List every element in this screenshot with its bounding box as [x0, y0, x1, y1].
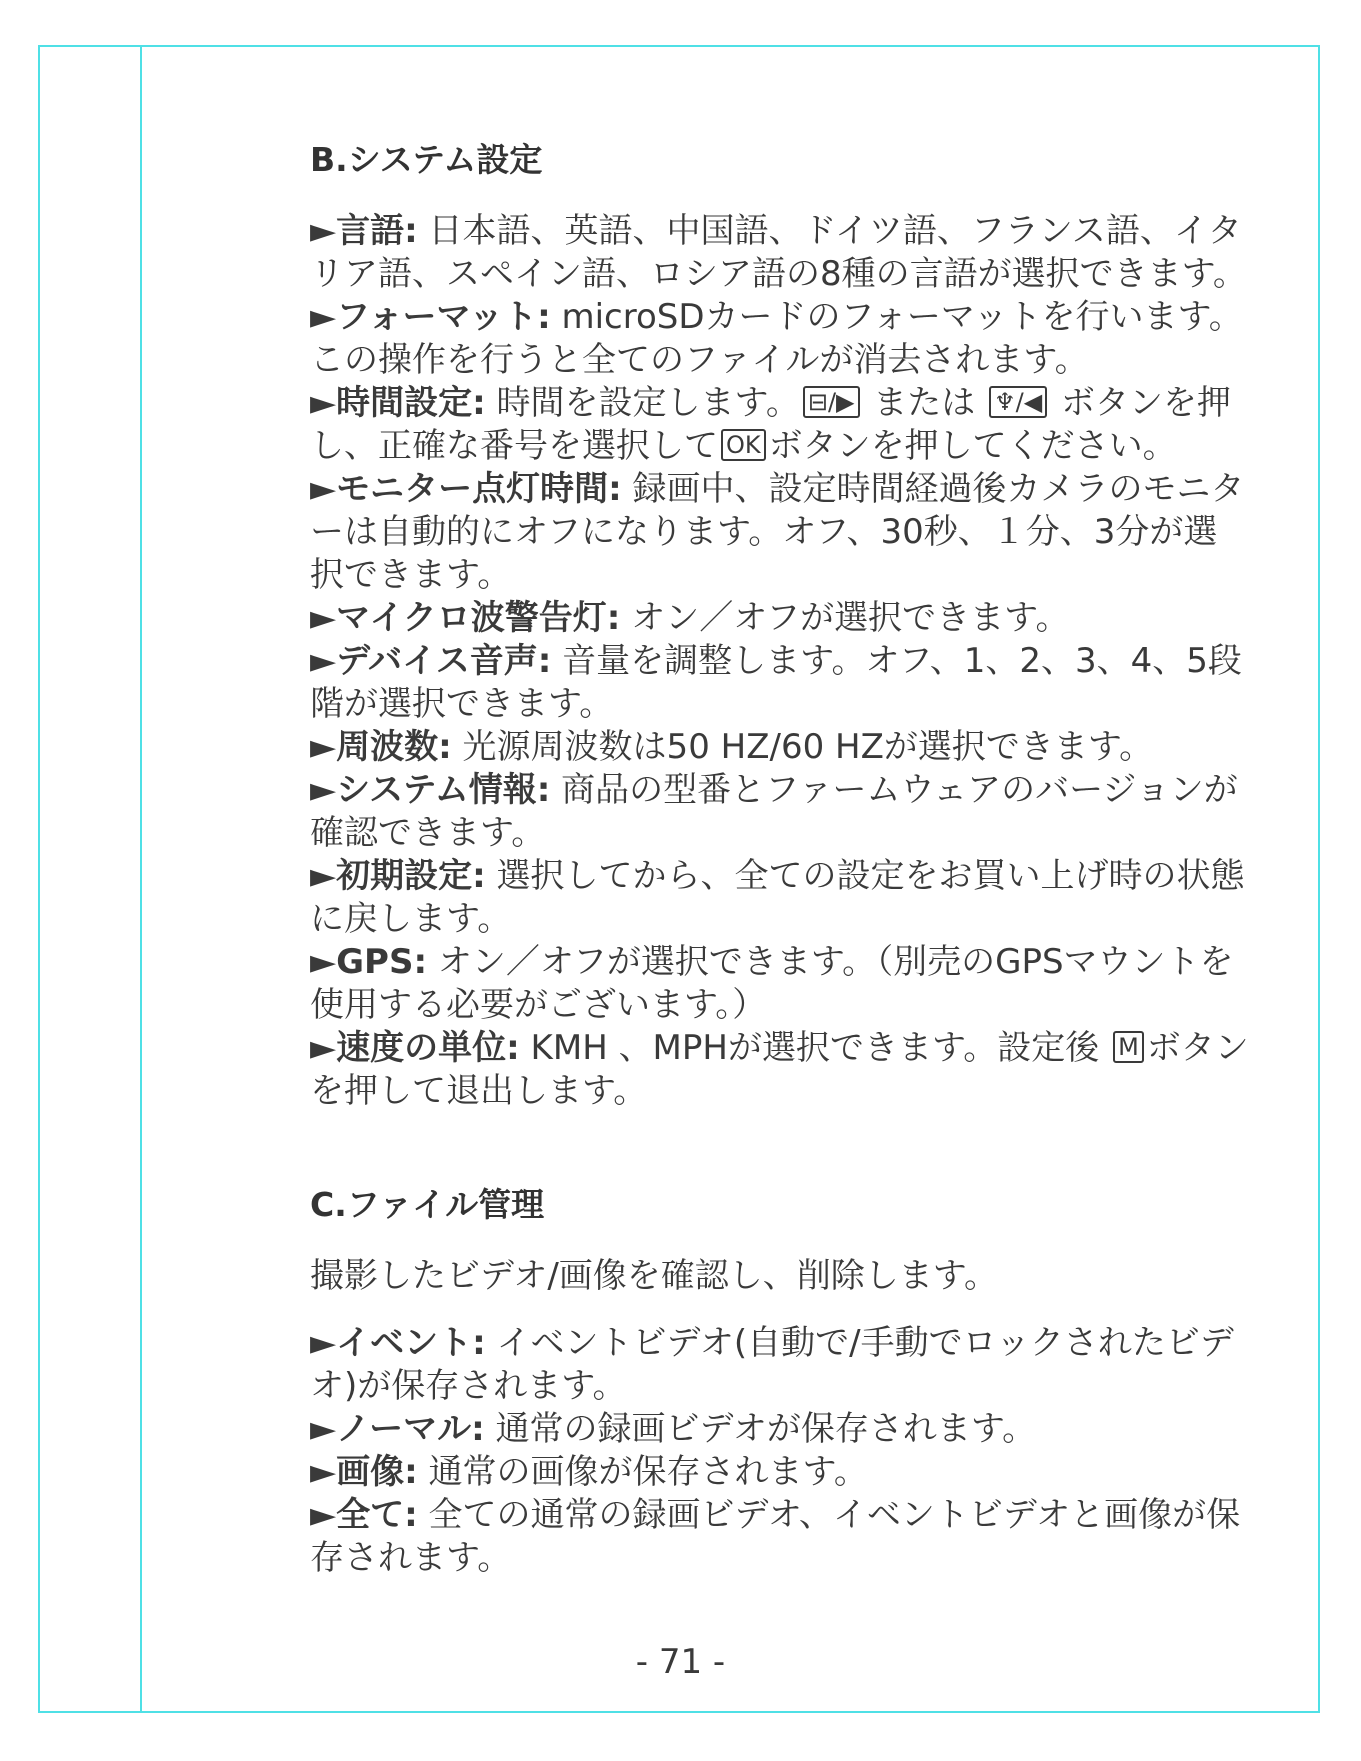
list-item-system-info — [310, 769, 1250, 855]
item-label: ►時間設定: — [310, 383, 486, 423]
item-text: ボタンを押してください。 — [768, 426, 1177, 466]
list-item-normal — [310, 1408, 1250, 1451]
item-text: オン／オフが選択できます。（別売のGPSマウントを使用する必要がございます。） — [310, 942, 1234, 1025]
item-text: イベントビデオ(自動で/手動でロックされたビデオ)が保存されます。 — [310, 1323, 1234, 1406]
item-text: 光源周波数は50 HZ/60 HZが選択できます。 — [451, 727, 1154, 767]
item-text: 選択してから、全ての設定をお買い上げ時の状態に戻します。 — [310, 856, 1245, 939]
item-text: ボタンを押して退出します。 — [310, 1028, 1249, 1111]
list-item-factory-reset — [310, 855, 1250, 941]
m-button-icon: M — [1113, 1031, 1144, 1063]
item-text: 日本語、英語、中国語、ドイツ語、フランス語、イタリア語、スペイン語、ロシア語の8種の言語が選択できます。 — [310, 211, 1247, 294]
item-text: KMH 、MPHが選択できます。設定後 — [519, 1028, 1111, 1068]
item-text: 全ての通常の録画ビデオ、イベントビデオと画像が保存されます。 — [310, 1495, 1241, 1578]
item-text: 通常の画像が保存されます。 — [417, 1452, 868, 1492]
item-label: ►言語: — [310, 211, 418, 251]
margin-line — [140, 45, 142, 1713]
list-item-microwave-light — [310, 597, 1250, 640]
item-label: ►画像: — [310, 1452, 418, 1492]
list-item-monitor-time — [310, 468, 1250, 597]
list-item-format — [310, 296, 1250, 382]
page-content — [310, 136, 1250, 1580]
section-heading-system: B.システム設定 — [310, 140, 543, 179]
ok-button-icon: OK — [721, 429, 766, 461]
item-text: ボタンを押し、正確な番号を選択して — [310, 383, 1231, 466]
list-item-device-sound — [310, 640, 1250, 726]
mic-back-button-icon: ♆/◀ — [989, 386, 1047, 418]
item-label: ►システム情報: — [310, 770, 551, 810]
page-number: - 71 - — [635, 1642, 726, 1682]
list-item-frequency — [310, 726, 1250, 769]
item-text: 録画中、設定時間経過後カメラのモニターは自動的にオフになります。オフ、30秒、１分、3分が選択できます。 — [310, 469, 1245, 595]
item-label: ►モニター点灯時間: — [310, 469, 622, 509]
item-label: ►デバイス音声: — [310, 641, 552, 681]
file-management-list — [310, 1322, 1250, 1580]
item-label: ►ノーマル: — [310, 1409, 485, 1449]
item-label: ►フォーマット: — [310, 297, 551, 337]
list-item-speed-unit — [310, 1027, 1250, 1113]
system-settings-list — [310, 210, 1250, 1113]
item-label: ►周波数: — [310, 727, 452, 767]
item-label: ►速度の単位: — [310, 1028, 520, 1068]
list-item-language — [310, 210, 1250, 296]
list-item-image — [310, 1451, 1250, 1494]
section-heading-file: C.ファイル管理 — [310, 1185, 545, 1224]
item-text: 音量を調整します。オフ、1、2、3、4、5段階が選択できます。 — [310, 641, 1242, 724]
item-label: ►初期設定: — [310, 856, 486, 896]
item-text: 通常の録画ビデオが保存されます。 — [484, 1409, 1037, 1449]
item-label: ►全て: — [310, 1495, 418, 1535]
item-text: 商品の型番とファームウェアのバージョンが確認できます。 — [310, 770, 1238, 853]
list-item-all — [310, 1494, 1250, 1580]
list-item-gps — [310, 941, 1250, 1027]
item-text: オン／オフが選択できます。 — [620, 598, 1070, 638]
item-text: microSDカードのフォーマットを行います。この操作を行うと全てのファイルが消去されます。 — [310, 297, 1243, 380]
item-text: 時間を設定します。 — [485, 383, 800, 423]
list-item-event — [310, 1322, 1250, 1408]
file-intro: 撮影したビデオ/画像を確認し、削除します。 — [310, 1256, 999, 1296]
mode-play-button-icon: ⊟/▶ — [803, 386, 860, 418]
item-label: ►イベント: — [310, 1323, 486, 1363]
item-label: ►GPS: — [310, 942, 428, 982]
item-label: ►マイクロ波警告灯: — [310, 598, 621, 638]
list-item-time-setting — [310, 382, 1250, 468]
item-text: または — [862, 383, 987, 423]
